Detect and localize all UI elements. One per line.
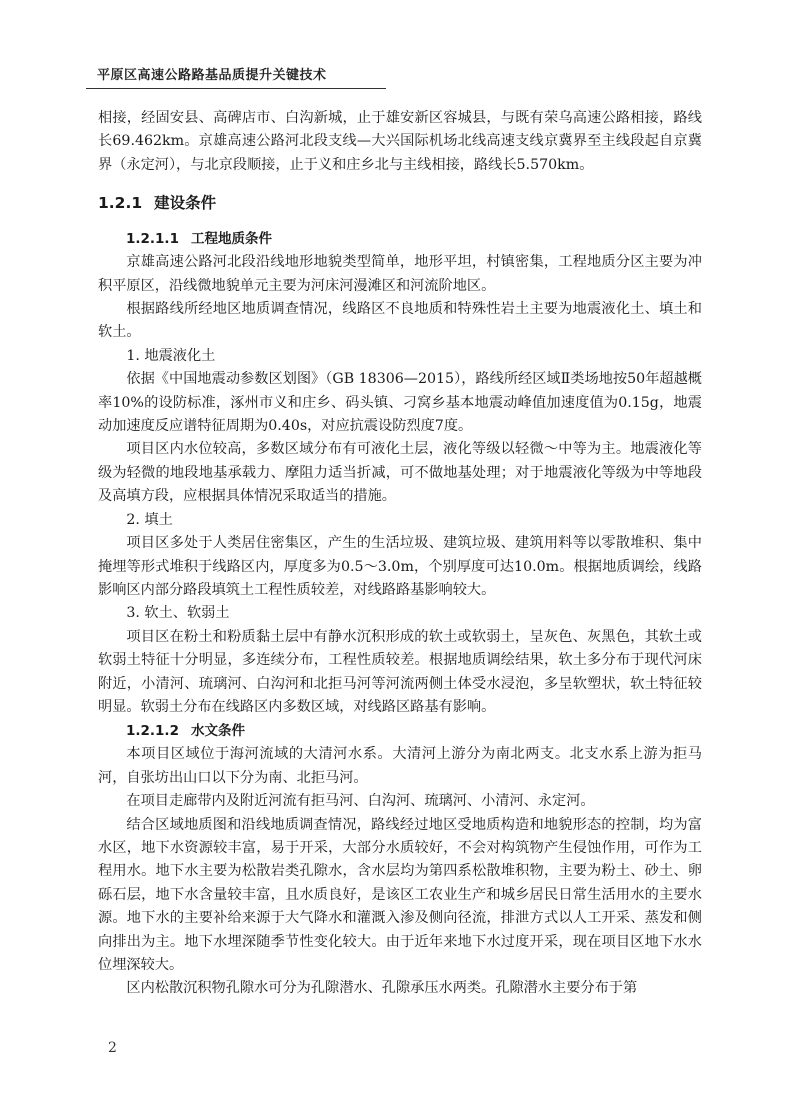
section-number: 1.2.1 xyxy=(98,194,143,213)
subsection-number: 1.2.1.2 xyxy=(126,723,179,740)
header-rule xyxy=(86,88,386,89)
paragraph: 京雄高速公路河北段沿线地形地貌类型简单，地形平坦，村镇密集，工程地质分区主要为冲积平原区，沿线微地貌单元主要为河床河漫滩区和河流阶地区。 xyxy=(98,254,702,294)
section-heading xyxy=(98,191,702,215)
paragraph: 项目区在粉土和粉质黏土层中有静水沉积形成的软土或软弱土，呈灰色、灰黑色，其软土或软弱土特征十分明显，多连续分布，工程性质较差。根据地质调绘结果，软土多分布于现代河床附近，小清河、琉璃河、白沟河和北拒马河等河流两侧土体受水浸泡，多呈软塑状，软土特征较明显。软弱土分布在线路区内多数区域，对线路区路基有影响。 xyxy=(98,628,702,715)
subsection-number: 1.2.1.1 xyxy=(126,231,179,248)
running-header: 平原区高速公路路基品质提升关键技术 xyxy=(97,68,327,83)
section-title: 建设条件 xyxy=(154,194,217,213)
paragraph: 依据《中国地震动参数区划图》（GB 18306—2015），路线所经区域Ⅱ类场地按50年超越概率10%的设防标准，涿州市义和庄乡、码头镇、刁窝乡基本地震动峰值加速度值为0.15g，地震动加速度反应谱特征周期为0.40s，对应抗震设防烈度7度。 xyxy=(98,371,702,435)
page-number: 2 xyxy=(108,1040,117,1056)
subsection-title: 工程地质条件 xyxy=(190,231,272,248)
paragraph: 区内松散沉积物孔隙水可分为孔隙潜水、孔隙承压水两类。孔隙潜水主要分布于第 xyxy=(126,980,638,997)
paragraph: 结合区域地质图和沿线地质调查情况，路线经过地区受地质构造和地貌形态的控制，均为富水区，地下水资源较丰富，易于开采，大部分水质较好，不会对构筑物产生侵蚀作用，可作为工程用水。地下水主要为松散岩类孔隙水，含水层均为第四系松散堆积物，主要为粉土、砂土、卵砾石层，地下水含量较丰富，且水质良好，是该区工农业生产和城乡居民日常生活用水的主要水源。地下水的主要补给来源于大气降水和灌溉入渗及侧向径流，排泄方式以人工开采、蒸发和侧向排出为主。地下水埋深随季节性变化较大。由于近年来地下水过度开采，现在项目区地下水水位埋深较大。 xyxy=(98,816,702,973)
paragraph-continued: 相接，经固安县、高碑店市、白沟新城，止于雄安新区容城县，与既有荣乌高速公路相接，路线长69.462km。京雄高速公路河北段支线—大兴国际机场北线高速支线京冀界至主线段起自京冀界（永定河），与北京段顺接，止于义和庄乡北与主线相接，路线长5.570km。 xyxy=(98,110,702,173)
subsection-heading-hydrology xyxy=(98,719,702,743)
paragraph: 项目区内水位较高，多数区域分布有可液化土层，液化等级以轻微～中等为主。地震液化等级为轻微的地段地基承载力、摩阻力适当折减，可不做地基处理；对于地震液化等级为中等地段及高填方段，应根据具体情况采取适当的措施。 xyxy=(98,441,702,505)
page-body xyxy=(98,107,702,1001)
paragraph: 在项目走廊带内及附近河流有拒马河、白沟河、琉璃河、小清河、永定河。 xyxy=(126,793,595,810)
paragraph: 本项目区域位于海河流域的大清河水系。大清河上游分为南北两支。北支水系上游为拒马河，自张坊出山口以下分为南、北拒马河。 xyxy=(98,746,702,786)
subsection-heading-geology xyxy=(98,227,702,251)
list-heading: 3. 软土、软弱土 xyxy=(126,605,230,622)
list-heading: 2. 填土 xyxy=(126,511,173,528)
subsection-title: 水文条件 xyxy=(190,723,245,740)
paragraph: 根据路线所经地区地质调查情况，线路区不良地质和特殊性岩土主要为地震液化土、填土和软土。 xyxy=(98,301,702,341)
paragraph: 项目区多处于人类居住密集区，产生的生活垃圾、建筑垃圾、建筑用料等以零散堆积、集中掩埋等形式堆积于线路区内，厚度多为0.5～3.0m，个别厚度可达10.0m。根据地质调绘，线路影响区内部分路段填筑土工程性质较差，对线路路基影响较大。 xyxy=(98,535,702,598)
list-heading: 1. 地震液化土 xyxy=(126,347,216,364)
